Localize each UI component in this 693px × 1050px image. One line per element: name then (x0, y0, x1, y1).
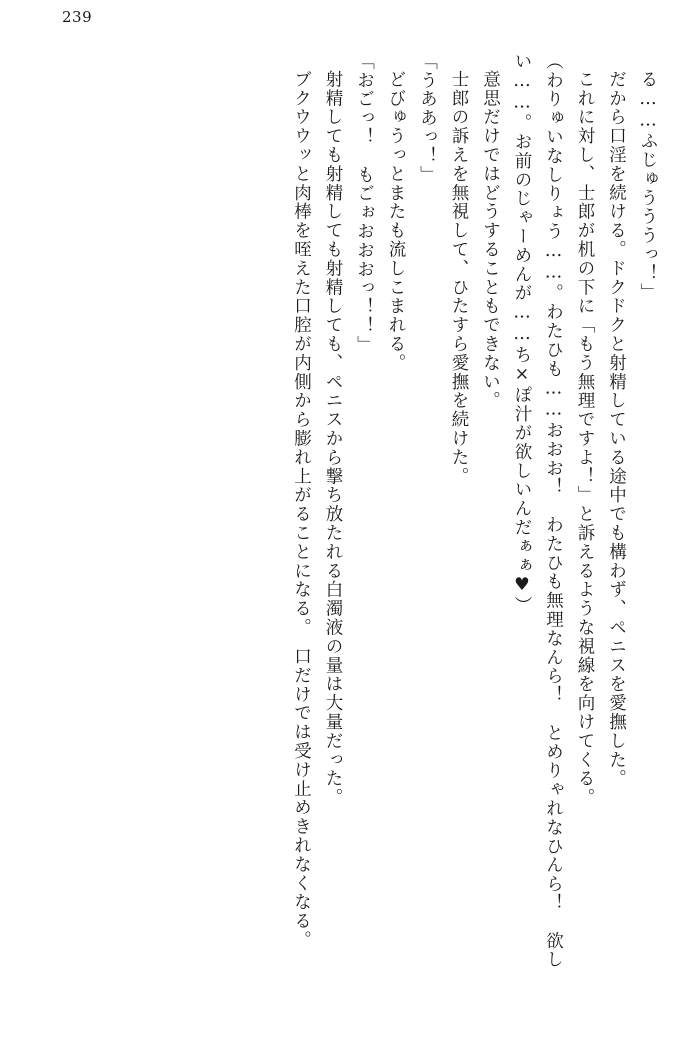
page-text-body (34, 52, 663, 1024)
body-paragraph: る……ふじゅうううっ！」 (638, 69, 658, 302)
body-paragraph: 「おごっ！ もごぉおおおっ！！」 (354, 52, 375, 355)
body-paragraph: どびゅうっとまたも流しこまれる。 (386, 69, 406, 372)
body-paragraph: 「うああっ！」 (417, 52, 438, 185)
body-paragraph: 意思だけではどうすることもできない。 (480, 69, 501, 410)
body-paragraph: ブクウウッと肉棒を咥えた口腔が内側から膨れ上がることになる。 口だけでは受け止めきれなくなる。 (291, 69, 312, 950)
body-paragraph: 射精しても射精しても射精しても、ペニスから撃ち放たれる白濁液の量は大量だった。 (323, 69, 343, 807)
body-paragraph: （わりゅいなしりょう……。わたひも……おおお！ わたひも無理なんら！ とめりゃれなひんら！ 欲しい……。お前のじゃーめんが……ち×ぽ汁が欲しいんだぁぁ♥） (512, 52, 564, 970)
page-number: 239 (62, 8, 93, 26)
body-paragraph: 士郎の訴えを無視して、ひたすら愛撫を続けた。 (449, 69, 469, 486)
body-paragraph: だから口淫を続ける。ドクドクと射精している途中でも構わず、ペニスを愛撫した。 (606, 69, 627, 788)
body-paragraph: これに対し、士郎が机の下に「もう無理ですよ！」と訴えるような視線を向けてくる。 (575, 69, 595, 807)
